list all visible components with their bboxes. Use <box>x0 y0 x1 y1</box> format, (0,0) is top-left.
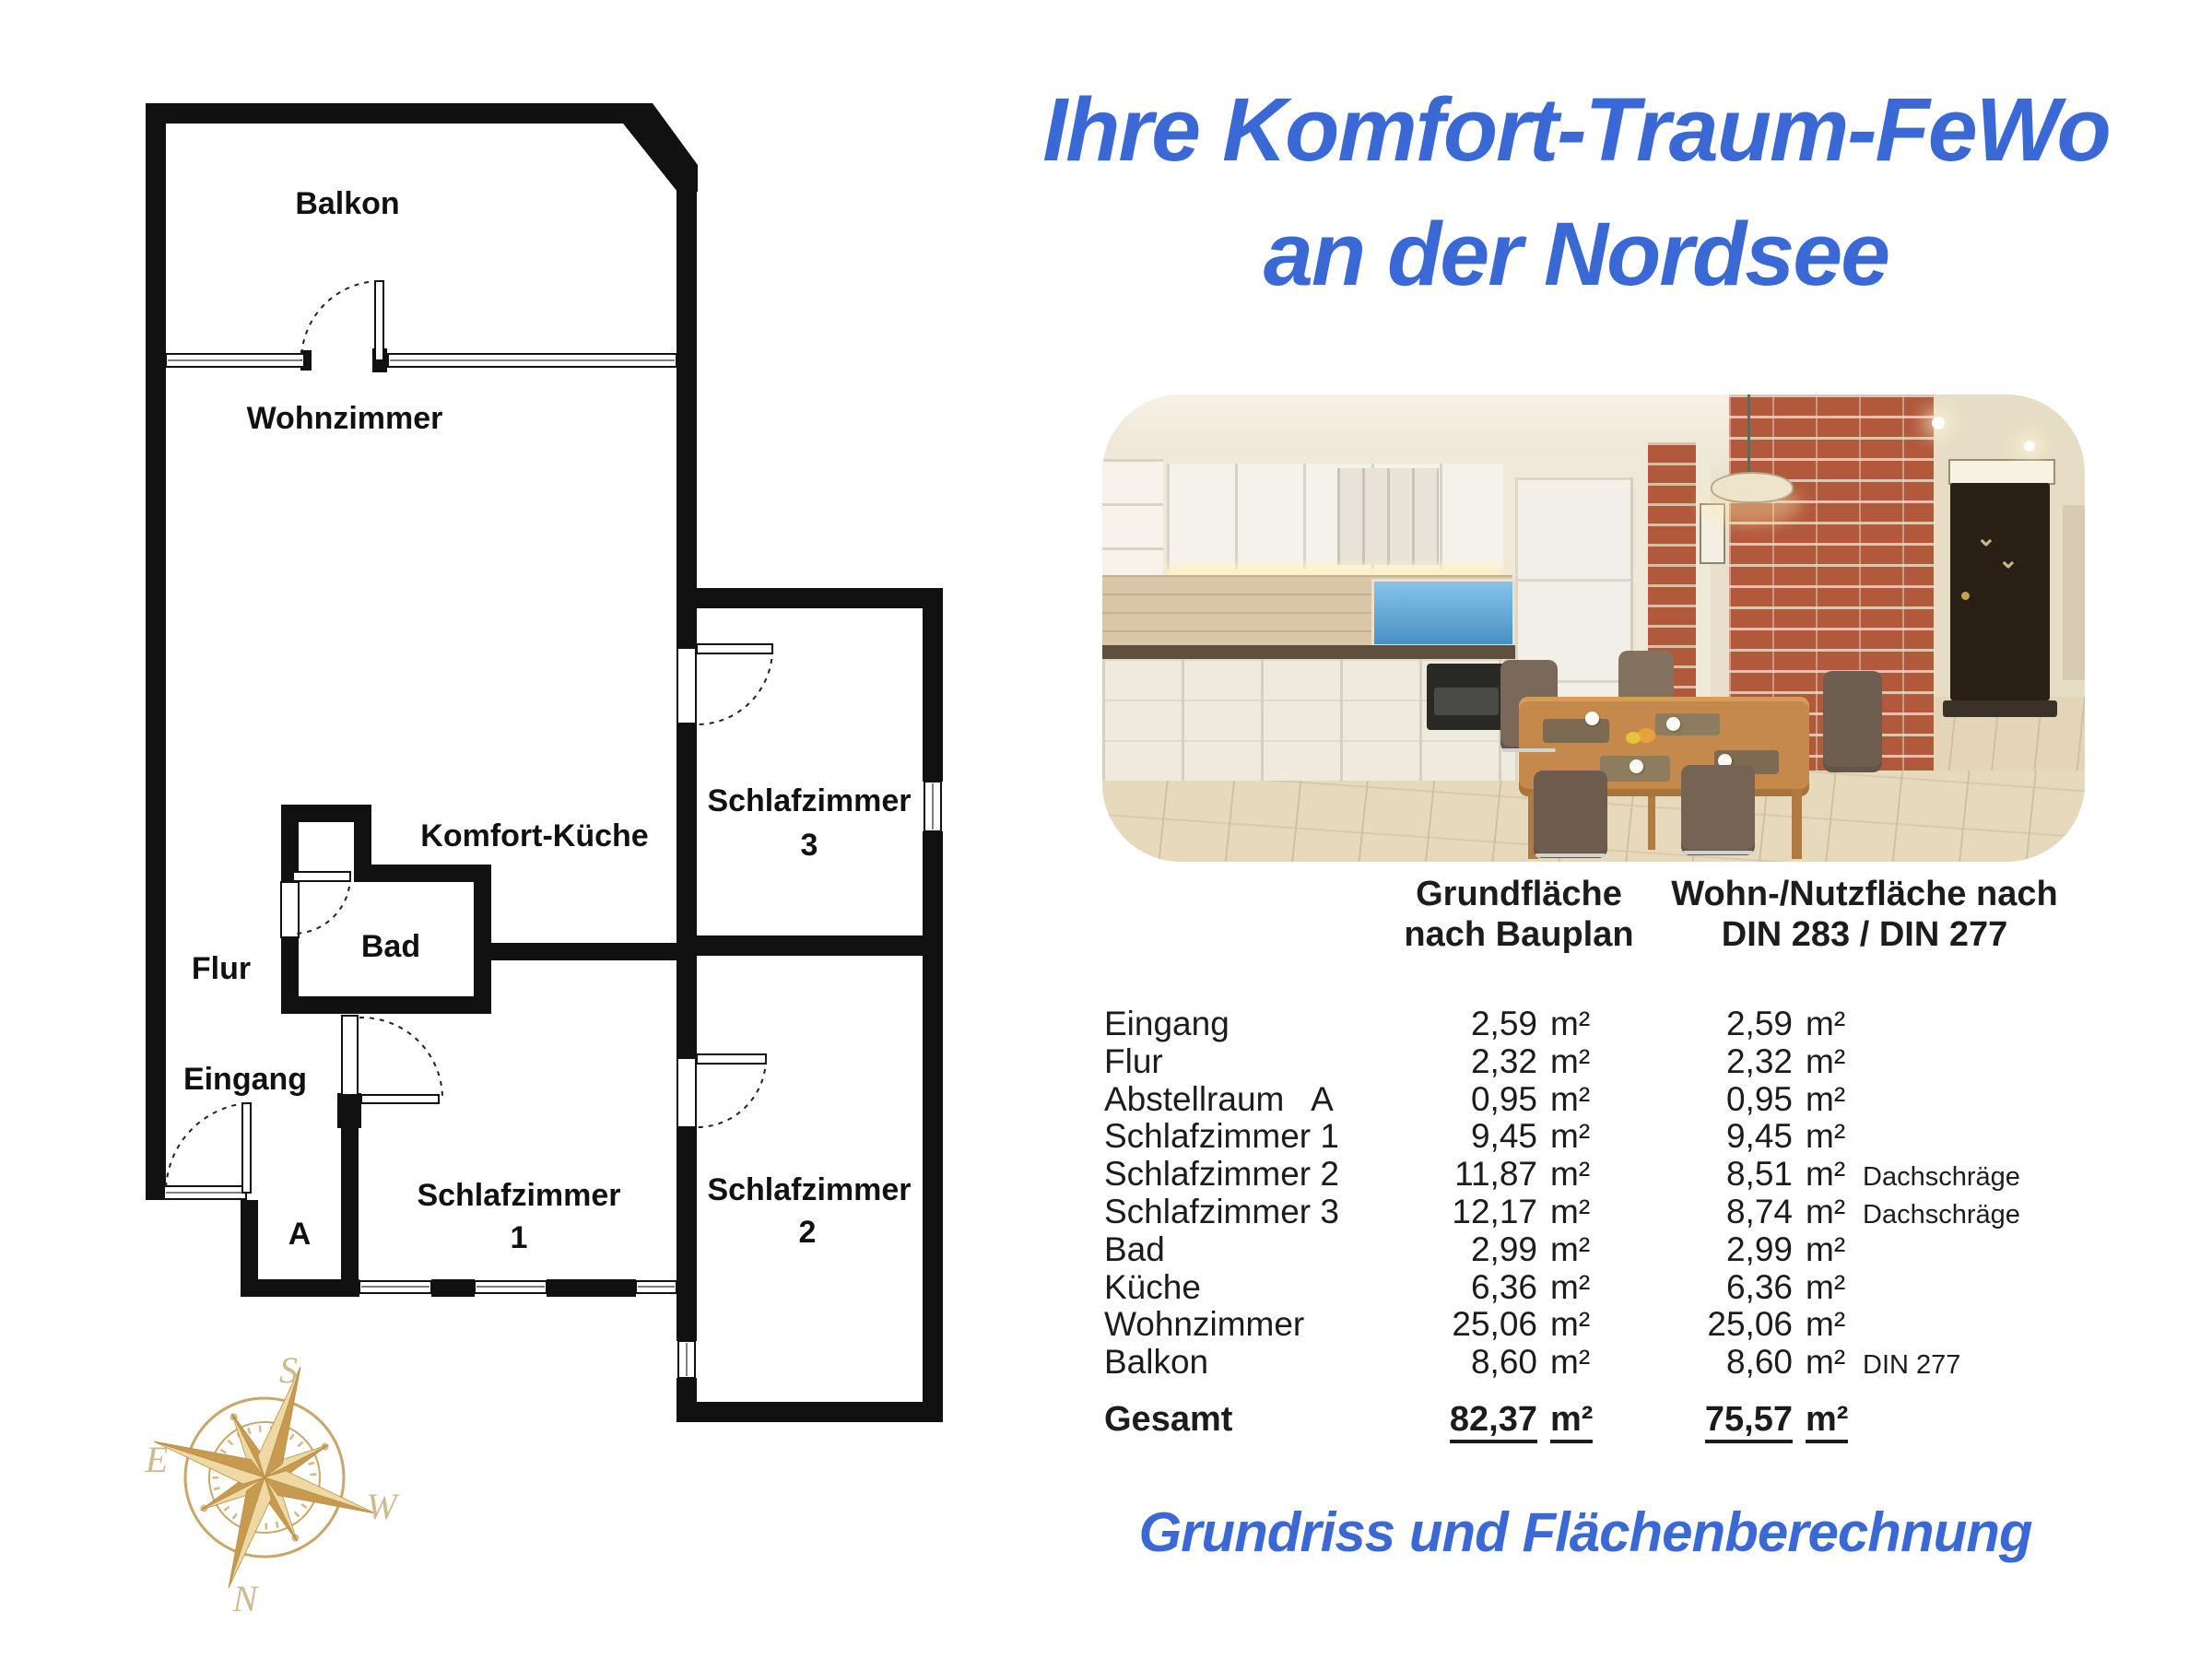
page-title <box>995 79 2157 305</box>
footer-title: Grundriss und Flächenberechnung <box>1138 1501 2032 1563</box>
photo-chair-chrome <box>1683 851 1753 854</box>
floorplan-window-midlines <box>166 360 933 1376</box>
room-label-balkon: Balkon <box>295 186 400 221</box>
row-din-unit: m² <box>1806 1117 1846 1156</box>
photo-chair <box>1534 771 1607 858</box>
row-note: Dachschräge <box>1863 1199 2020 1230</box>
header-grundflaeche-line1: Grundfläche <box>1416 875 1622 913</box>
row-din-value: 2,99 <box>1725 1230 1793 1268</box>
photo-cup <box>1585 712 1599 725</box>
photo-pendant-lamp <box>1711 472 1794 503</box>
header-grundflaeche-line2: nach Bauplan <box>1404 915 1634 954</box>
row-name: Schlafzimmer 3 <box>1104 1192 1339 1230</box>
row-din-unit: m² <box>1806 1079 1846 1118</box>
seagull-icon: ⌄ <box>1976 524 1996 551</box>
row-plan-unit: m² <box>1550 1192 1591 1230</box>
row-plan-unit: m² <box>1550 1155 1591 1194</box>
row-plan-unit: m² <box>1550 1117 1591 1156</box>
row-name: Küche <box>1104 1267 1201 1306</box>
row-name: Abstellraum A <box>1104 1079 1334 1118</box>
total-plan-value <box>1429 1400 1537 1440</box>
photo-countertop <box>1102 645 1515 659</box>
photo-glass-cabinet <box>1337 468 1439 565</box>
photo-wall-hanging <box>2063 505 2085 680</box>
table-row <box>1104 1193 2164 1230</box>
row-din-unit: m² <box>1806 1005 1846 1042</box>
table-total-row <box>1104 1400 2164 1438</box>
room-label-schlafzimmer1-num: 1 <box>510 1220 528 1255</box>
photo-door-handle <box>1961 592 1970 600</box>
room-label-schlafzimmer1: Schlafzimmer <box>417 1178 621 1213</box>
photo-chair-chrome <box>1502 748 1556 752</box>
photo-table-leg <box>1648 796 1655 850</box>
table-row <box>1104 1343 2164 1381</box>
room-label-schlafzimmer3-num: 3 <box>800 828 818 863</box>
table-row <box>1104 1042 2164 1080</box>
total-plan-unit-text: m² <box>1550 1400 1593 1443</box>
photo-pendant-wire <box>1747 394 1750 474</box>
row-din-unit: m² <box>1806 1230 1846 1268</box>
table-row <box>1104 1268 2164 1306</box>
table-row <box>1104 1230 2164 1268</box>
table-row <box>1104 1155 2164 1193</box>
row-din-value: 25,06 <box>1707 1305 1793 1344</box>
photo-chair <box>1823 671 1882 772</box>
header-wohnflaeche-line1: Wohn-/Nutzfläche nach <box>1671 875 2058 913</box>
page-title-line1: Ihre Komfort-Traum-FeWo <box>1042 79 2110 180</box>
row-din-unit: m² <box>1806 1192 1846 1230</box>
row-plan-unit: m² <box>1550 1343 1591 1382</box>
compass-rose-icon <box>118 1331 411 1624</box>
row-plan-unit: m² <box>1550 1005 1591 1042</box>
photo-fruit <box>1626 732 1641 744</box>
row-plan-value: 2,59 <box>1470 1005 1537 1042</box>
photo-cup <box>1630 759 1643 773</box>
row-name: Flur <box>1104 1041 1163 1080</box>
area-table <box>1104 874 2164 1439</box>
row-plan-unit: m² <box>1550 1267 1591 1306</box>
compass-letter-s: S <box>279 1349 298 1391</box>
photo-chair-chrome <box>1535 853 1606 857</box>
total-plan-number: 82,37 <box>1450 1400 1537 1443</box>
row-plan-value: 0,95 <box>1470 1079 1537 1118</box>
room-label-wohnzimmer: Wohnzimmer <box>246 401 443 436</box>
room-label-schlafzimmer3: Schlafzimmer <box>707 783 912 818</box>
row-name: Bad <box>1104 1230 1165 1268</box>
room-label-bad: Bad <box>360 929 421 964</box>
row-plan-value: 12,17 <box>1452 1192 1537 1230</box>
photo-door-transom <box>1948 459 2055 485</box>
floorplan-windows <box>164 354 941 1378</box>
table-row <box>1104 1305 2164 1343</box>
row-name: Wohnzimmer <box>1104 1305 1305 1344</box>
header-wohnflaeche <box>1666 874 2063 955</box>
photo-ceiling-light <box>2024 441 2035 452</box>
row-din-value: 8,51 <box>1725 1155 1793 1194</box>
photo-sea-panel <box>1371 579 1515 647</box>
row-name: Eingang <box>1104 1005 1230 1042</box>
row-din-unit: m² <box>1806 1041 1846 1080</box>
row-plan-unit: m² <box>1550 1230 1591 1268</box>
header-wohnflaeche-line2: DIN 283 / DIN 277 <box>1721 915 2008 954</box>
header-grundflaeche <box>1367 874 1671 955</box>
row-din-unit: m² <box>1806 1305 1846 1344</box>
row-plan-value: 11,87 <box>1454 1155 1537 1194</box>
photo-doormat <box>1943 700 2057 717</box>
total-label: Gesamt <box>1104 1399 1233 1439</box>
row-name: Schlafzimmer 1 <box>1104 1117 1339 1156</box>
photo-cup <box>1666 717 1680 731</box>
room-label-kueche: Komfort-Küche <box>420 818 649 853</box>
photo-ceiling-light <box>1932 417 1945 429</box>
photo-placemat <box>1543 719 1609 743</box>
table-row <box>1104 1080 2164 1118</box>
room-label-abstellraum: A <box>288 1217 312 1252</box>
area-table-rows <box>1104 1005 2164 1438</box>
row-plan-unit: m² <box>1550 1079 1591 1118</box>
compass-letter-n: N <box>232 1578 258 1619</box>
row-plan-unit: m² <box>1550 1041 1591 1080</box>
total-plan-unit <box>1537 1400 1604 1440</box>
row-din-value: 2,59 <box>1725 1005 1793 1042</box>
row-plan-value: 8,60 <box>1470 1343 1537 1382</box>
row-din-value: 2,32 <box>1725 1041 1793 1080</box>
floorplan-walls <box>146 103 943 1422</box>
row-din-value: 8,60 <box>1725 1343 1793 1382</box>
total-din-value <box>1604 1400 1793 1440</box>
row-din-unit: m² <box>1806 1267 1846 1306</box>
photo-upper-cabinets <box>1167 464 1503 570</box>
room-label-flur: Flur <box>191 951 252 986</box>
photo-chair <box>1681 765 1755 855</box>
row-plan-value: 6,36 <box>1470 1267 1537 1306</box>
row-din-unit: m² <box>1806 1343 1846 1382</box>
total-din-unit-text: m² <box>1806 1400 1848 1443</box>
row-name: Schlafzimmer 2 <box>1104 1155 1339 1194</box>
floorplan <box>0 0 1014 1659</box>
row-din-unit: m² <box>1806 1155 1846 1194</box>
table-row <box>1104 1117 2164 1155</box>
row-plan-value: 9,45 <box>1470 1117 1537 1156</box>
row-name: Balkon <box>1104 1343 1209 1382</box>
row-plan-value: 25,06 <box>1452 1305 1537 1344</box>
area-table-header <box>1104 874 2164 994</box>
room-label-schlafzimmer2-num: 2 <box>798 1215 817 1250</box>
total-din-unit <box>1793 1400 1853 1440</box>
compass-letter-w: W <box>366 1486 397 1527</box>
row-din-value: 0,95 <box>1725 1079 1793 1118</box>
photo-placemat <box>1655 713 1720 735</box>
row-din-value: 6,36 <box>1725 1267 1793 1306</box>
photo-table-leg <box>1792 789 1802 859</box>
room-label-eingang: Eingang <box>182 1062 308 1097</box>
row-plan-value: 2,99 <box>1470 1230 1537 1268</box>
room-label-schlafzimmer2: Schlafzimmer <box>707 1172 912 1207</box>
row-plan-unit: m² <box>1550 1305 1591 1344</box>
total-din-number: 75,57 <box>1705 1400 1793 1443</box>
table-row <box>1104 1005 2164 1042</box>
row-plan-value: 2,32 <box>1470 1041 1537 1080</box>
row-note: Dachschräge <box>1863 1162 2020 1193</box>
kitchen-photo <box>1102 394 2085 862</box>
row-din-value: 8,74 <box>1725 1192 1793 1230</box>
seagull-icon: ⌄ <box>1998 546 2018 573</box>
photo-oven <box>1427 664 1506 730</box>
row-din-value: 9,45 <box>1725 1117 1793 1156</box>
row-note: DIN 277 <box>1863 1350 1961 1381</box>
compass-letter-e: E <box>145 1439 169 1480</box>
page-title-line2: an der Nordsee <box>1263 204 1889 304</box>
